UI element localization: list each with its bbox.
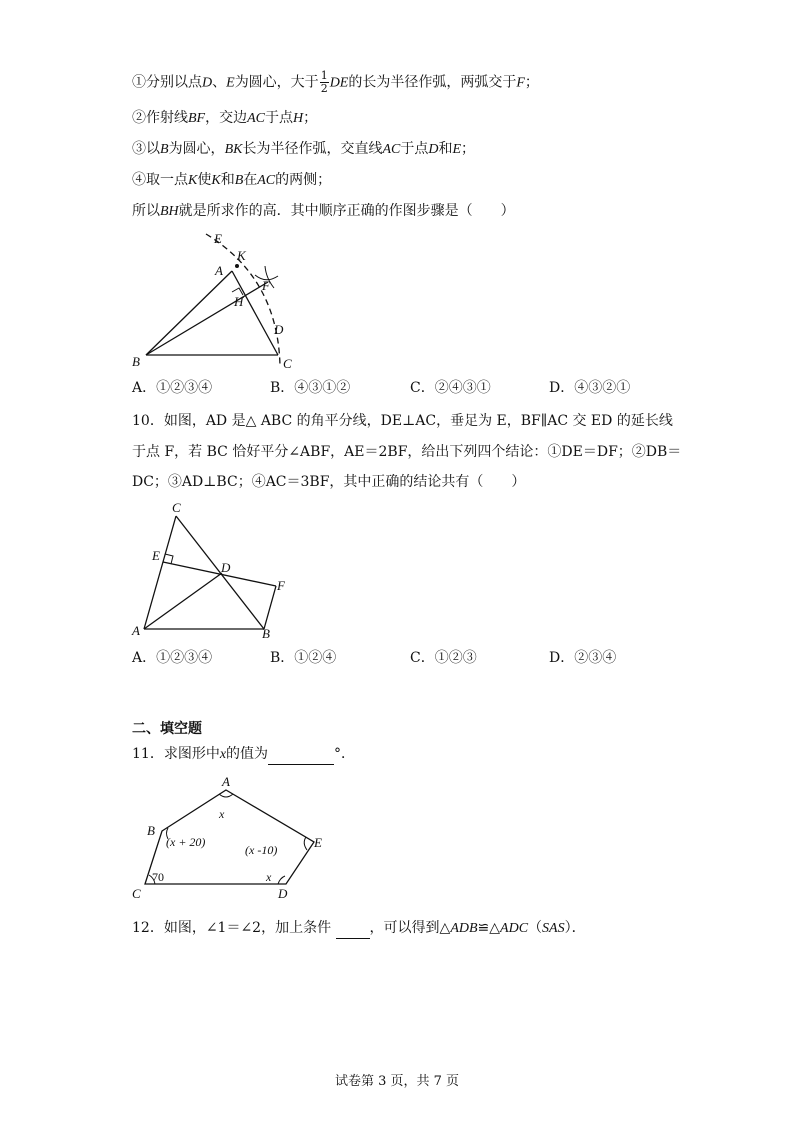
q12-cong: ≌△ — [477, 920, 501, 936]
q10-option-d[interactable]: D．②③④ — [549, 650, 617, 666]
q11-label-d: D — [278, 886, 288, 901]
q9-step3-b: B — [160, 142, 169, 157]
q9-step3-mid2: 长为半径作弧，交直线 — [242, 141, 383, 157]
section-title: 二、填空题 — [132, 721, 202, 737]
q9-label-k: K — [237, 248, 246, 263]
q11-post-b: °． — [334, 746, 356, 762]
q10-seg-bf — [264, 586, 276, 629]
q9-step3 — [132, 139, 475, 160]
q9-step4-k: K — [188, 173, 198, 188]
q11-angle-label-a: x — [219, 807, 225, 821]
q9-label-b: B — [132, 354, 140, 369]
q9-step4 — [132, 170, 331, 191]
q9-label-c: C — [283, 356, 292, 370]
q11-figure — [128, 774, 338, 904]
q9-step1-de: DE — [329, 75, 349, 91]
q11-post-a: 的值为 — [226, 746, 269, 762]
q9-seg-ba — [146, 271, 232, 355]
q9-step1-d: D — [202, 75, 213, 91]
q9-label-d: D — [274, 322, 284, 337]
q11-label-e: E — [314, 835, 322, 850]
q10-figure — [130, 498, 300, 640]
q9-step4-ac: AC — [257, 173, 276, 188]
q9-step4-b: B — [234, 173, 244, 188]
q10-label-b: B — [262, 626, 270, 640]
q12-sas: SAS — [542, 921, 565, 936]
q11-question — [132, 744, 355, 765]
q11-angle-label-c: 70 — [152, 870, 164, 884]
q9-option-d[interactable]: D．④③②① — [549, 380, 631, 396]
q9-label-a: A — [215, 263, 223, 278]
q9-step2-post: 于点 — [265, 110, 293, 126]
q12-answer-blank[interactable] — [336, 918, 370, 939]
q11-angle-label-d: x — [266, 870, 272, 884]
q9-step2-bf: BF — [188, 111, 206, 126]
q9-step3-mid3: 于点 — [400, 141, 429, 157]
q9-step3-bk: BK — [224, 142, 243, 157]
q9-option-b[interactable]: B．④③①② — [270, 380, 351, 396]
q9-step2-h: H — [293, 111, 304, 126]
q9-step2-mid: ，交边 — [205, 110, 248, 126]
q10-seg-ac — [144, 516, 176, 629]
q9-step1-text: ①分别以点 — [132, 74, 202, 91]
q9-label-e: E — [214, 231, 222, 246]
q9-step4-k2: K — [211, 173, 221, 188]
q12-sas-close: ）． — [564, 920, 586, 936]
q12-question — [132, 918, 586, 939]
q10-label-f: F — [277, 578, 285, 593]
q10-seg-ef — [163, 562, 276, 586]
q9-question-post: 就是所求作的高．其中顺序正确的作图步骤是（ ） — [178, 203, 515, 219]
q9-question — [132, 201, 515, 222]
q9-step4-mid1: 使 — [197, 172, 212, 188]
q9-question-pre: 所以 — [132, 203, 160, 219]
q9-step3-d: D — [428, 142, 439, 157]
q10-label-e: E — [152, 548, 160, 563]
q9-step1 — [132, 70, 539, 95]
half-fraction — [320, 70, 329, 95]
q11-answer-blank[interactable] — [268, 744, 334, 765]
q10-label-a: A — [132, 623, 140, 638]
q11-x: x — [219, 747, 227, 762]
q11-angle-arc-d — [278, 876, 285, 884]
q9-option-c[interactable]: C．②④③① — [410, 380, 491, 396]
q11-angle-arc-e — [304, 837, 307, 850]
q11-label-c: C — [132, 886, 141, 901]
q11-pre: 11．求图形中 — [132, 746, 220, 762]
q9-step1-post: 的长为半径作弧，两弧交于 — [348, 74, 517, 91]
q12-adc: ADC — [500, 921, 529, 936]
q12-post: ，可以得到△ — [369, 920, 451, 936]
q9-step3-ac: AC — [382, 142, 401, 157]
q9-ray-bf — [146, 282, 268, 355]
q9-option-a[interactable]: A．①②③④ — [132, 380, 213, 396]
q10-seg-ad — [144, 573, 222, 629]
q9-step3-mid1: 为圆心， — [168, 141, 225, 157]
q11-label-b: B — [147, 823, 155, 838]
q11-angle-label-e: (x -10) — [245, 843, 278, 857]
q9-step2 — [132, 108, 317, 129]
q9-step2-text: ②作射线 — [132, 110, 188, 126]
q9-label-h: H — [234, 294, 244, 309]
q10-line3: DC；③AD⊥BC；④AC＝3BF，其中正确的结论共有（ ） — [132, 474, 526, 490]
q12-sas-open: （ — [528, 920, 543, 936]
q9-step2-ac: AC — [247, 111, 265, 126]
q9-label-f: F — [262, 278, 270, 293]
q10-label-c: C — [172, 500, 181, 515]
q12-pre: 12．如图，∠1＝∠2，加上条件 — [132, 920, 332, 936]
q9-step1-f: F — [516, 75, 525, 91]
q9-step4-text: ④取一点 — [132, 172, 188, 188]
q9-step1-e: E — [226, 75, 235, 91]
q10-option-b[interactable]: B．①②④ — [270, 650, 337, 666]
q11-angle-arc-a — [219, 794, 233, 797]
q9-step2-end: ； — [303, 110, 318, 126]
page-footer: 试卷第 3 页，共 7 页 — [334, 1074, 460, 1089]
q10-option-c[interactable]: C．①②③ — [410, 650, 477, 666]
q9-step4-end: 的两侧； — [275, 172, 332, 188]
fraction-denominator: 2 — [320, 82, 328, 95]
q11-label-a: A — [222, 774, 230, 789]
q9-step3-e: E — [452, 142, 462, 157]
fraction-numerator: 1 — [320, 69, 328, 82]
q12-adb: ADB — [450, 921, 478, 936]
q9-step4-and: 和 — [220, 172, 235, 188]
q10-line2: 于点 F，若 BC 恰好平分∠ABF，AE＝2BF，给出下列四个结论：①DE＝DF；②DB＝ — [132, 444, 682, 460]
q9-question-bh: BH — [160, 204, 179, 219]
q9-step1-end: ； — [524, 74, 539, 91]
q9-step3-end: ； — [461, 141, 476, 157]
q9-step4-mid2: 在 — [243, 172, 258, 188]
q9-step3-text: ③以 — [132, 141, 160, 157]
q10-seg-cb — [176, 516, 264, 629]
q9-step1-sep: 、 — [212, 74, 227, 91]
q10-option-a[interactable]: A．①②③④ — [132, 650, 213, 666]
q11-angle-label-b: (x + 20) — [166, 835, 206, 849]
q9-point-k — [235, 264, 239, 268]
q9-step3-and: 和 — [438, 141, 453, 157]
q9-step1-mid: 为圆心，大于 — [234, 74, 319, 91]
q9-figure — [128, 228, 308, 370]
q10-line1: 10．如图，AD 是△ ABC 的角平分线，DE⊥AC，垂足为 E，BF∥AC 交 ED 的延长线 — [132, 413, 673, 429]
q10-label-d: D — [221, 560, 231, 575]
